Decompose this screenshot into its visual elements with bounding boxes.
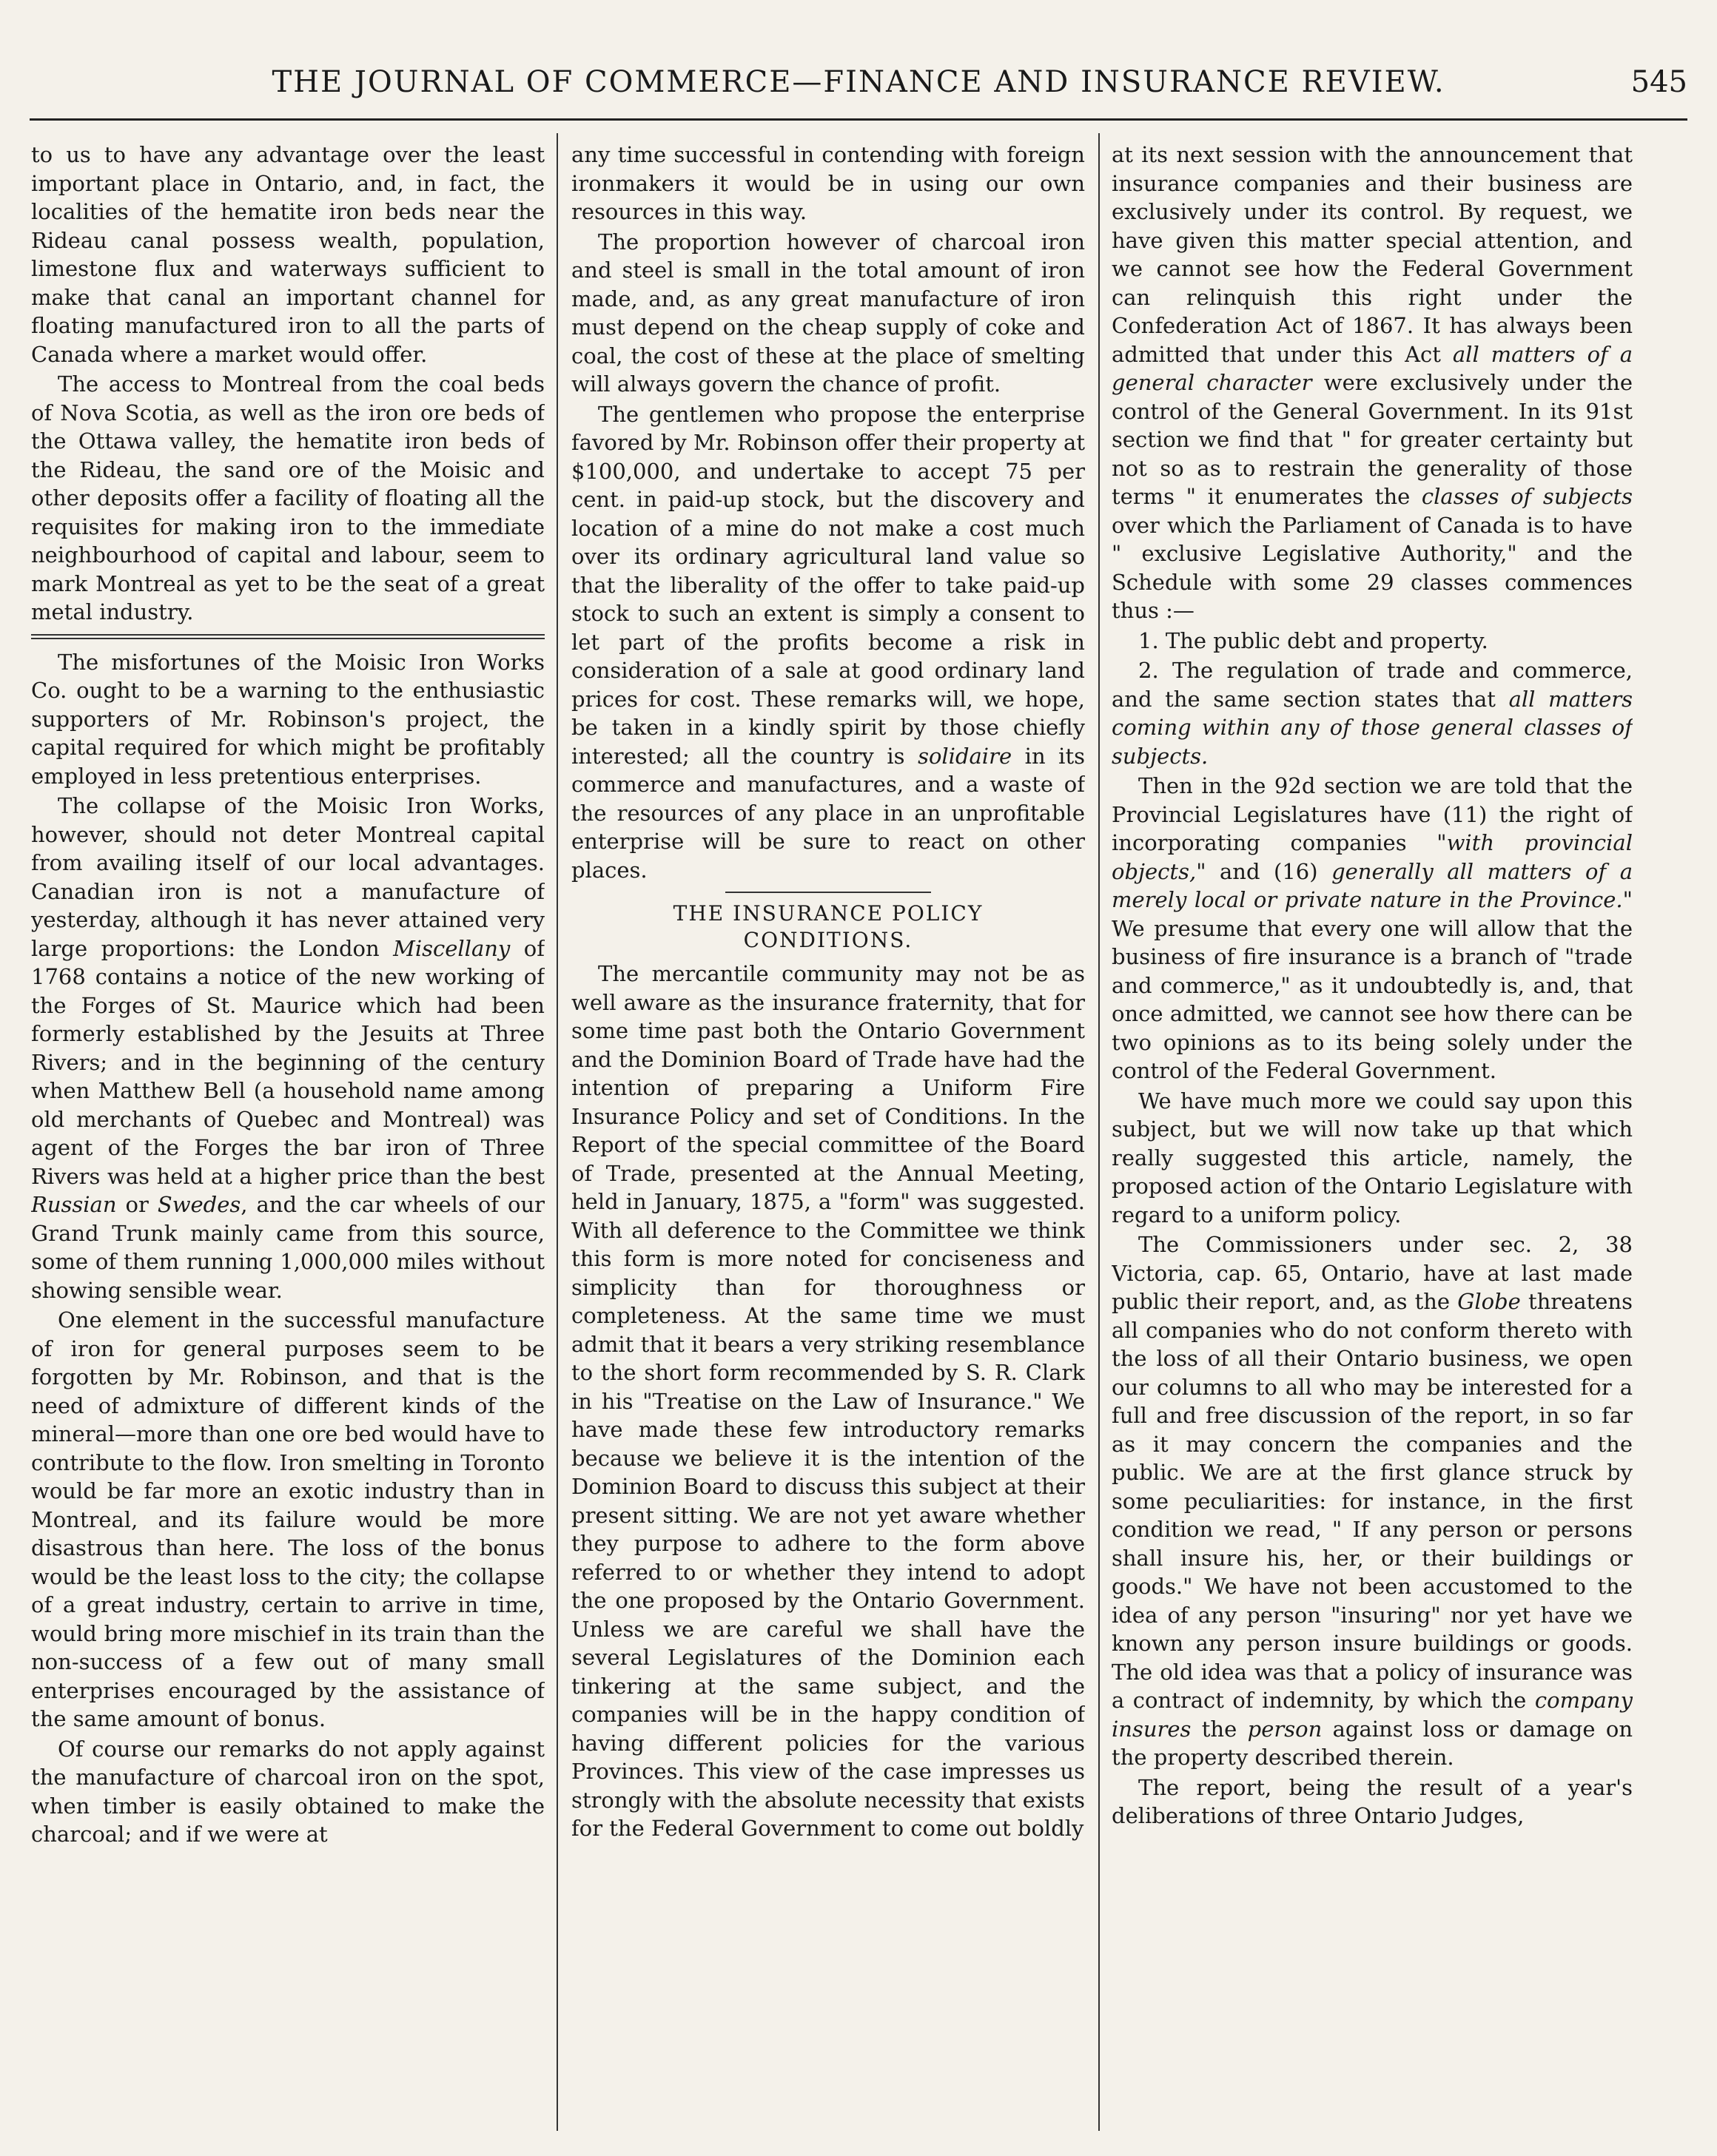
heading-line: THE INSURANCE POLICY (673, 901, 984, 926)
list-item: 2. The regulation of trade and commerce, and the same section states that all matters coming within any of those general classes of subjects. (1112, 658, 1633, 769)
paragraph: Then in the 92d section we are told that the Provincial Legislatures have (11) the right of incorporating companies "with provincial objects," and (16) generally all matters of a merely local or private nature in the Province." We presume that every one will allow that the business of fire insurance is a branch of "trade and commerce," as it undoubtedly is, and, that once admitted, we cannot see how there can be two opinions as to its being solely under the control of the Federal Government. (1112, 773, 1633, 1083)
section-divider (31, 634, 545, 639)
article-heading (571, 900, 1085, 954)
column-3 (1112, 141, 1633, 2131)
paragraph: The access to Montreal from the coal beds of Nova Scotia, as well as the iron ore beds of the Ottawa valley, the hematite iron beds of the Rideau, the sand ore of the Moisic and other deposits offer a facility of floating all the requisites for making iron to the immediate neighbourhood of capital and labour, seem to mark Montreal as yet to be the seat of a great metal industry. (31, 371, 545, 624)
column-divider (557, 133, 558, 2131)
paragraph: The mercantile community may not be as well aware as the insurance fraternity, that for some time past both the Ontario Government and the Dominion Board of Trade have had the intention of preparing a Uniform Fire Insurance Policy and set of Conditions. In the Report of the special committee of the Board of Trade, presented at the Annual Meeting, held in January, 1875, a "form" was suggested. With all deference to the Committee we think this form is more noted for conciseness and simplicity than for thoroughness or completeness. At the same time we must admit that it bears a very striking resemblance to the short form recommended by S. R. Clark in his "Treatise on the Law of Insurance." We have made these few introductory remarks because we believe it is the intention of the Dominion Board to discuss this subject at their present sitting. We are not yet aware whether they purpose to adhere to the form above referred to or whether they intend to adopt the one proposed by the Ontario Government. Unless we are careful we shall have the several Legislatures of the Dominion each tinkering at the same subject, and the companies will be in the happy condition of having different policies for the various Provinces. This view of the case impresses us strongly with the absolute necessity that exists for the Federal Government to come out boldly (571, 961, 1085, 1841)
paragraph: to us to have any advantage over the least important place in Ontario, and, in fact, the localities of the hematite iron beds near the Rideau canal possess wealth, population, limestone flux and waterways sufficient to make that canal an important channel for floating manufactured iron to all the parts of Canada where a market would offer. (31, 142, 545, 367)
paragraph: The Commissioners under sec. 2, 38 Victoria, cap. 65, Ontario, have at last made public their report, and, as the Globe threatens all companies who do not conform thereto with the loss of all their Ontario business, we open our columns to all who may be interested for a full and free discussion of the report, in so far as it may concern the companies and the public. We are at the first glance struck by some peculiarities: for instance, in the first condition we read, " If any person or persons shall insure his, her, or their buildings or goods." We have not been accustomed to the idea of any person "insuring" nor yet have we known any person insure buildings or goods. The old idea was that a policy of insurance was a contract of indemnity, by which the company insures the person against loss or damage on the property described therein. (1112, 1232, 1633, 1770)
paragraph: Of course our remarks do not apply against the manufacture of charcoal iron on the spot, when timber is easily obtained to make the charcoal; and if we were at (31, 1736, 545, 1847)
paragraph: One element in the successful manufacture of iron for general purposes seem to be forgotten by Mr. Robinson, and that is the need of admixture of different kinds of the mineral—more than one ore bed would have to contribute to the flow. Iron smelting in Toronto would be far more an exotic industry than in Montreal, and its failure would be more disastrous than here. The loss of the bonus would be the least loss to the city; the collapse of a great industry, certain to arrive in time, would bring more mischief in its train than the non-success of a few out of many small enterprises encouraged by the assistance of the same amount of bonus. (31, 1307, 545, 1731)
header-rule (30, 118, 1687, 121)
section-divider (725, 892, 931, 893)
list-item: 1. The public debt and property. (1138, 627, 1488, 653)
paragraph: We have much more we could say upon this subject, but we will now take up that which really suggested this article, namely, the proposed action of the Ontario Legislature with regard to a uniform policy. (1112, 1088, 1633, 1227)
paragraph: The collapse of the Moisic Iron Works, however, should not deter Montreal capital from availing itself of our local advantages. Canadian iron is not a manufacture of yesterday, although it has never attained very large proportions: the London Miscellany of 1768 contains a notice of the new working of the Forges of St. Maurice which had been formerly established by the Jesuits at Three Rivers; and in the beginning of the century when Matthew Bell (a household name among old merchants of Quebec and Montreal) was agent of the Forges the bar iron of Three Rivers was held at a higher price than the best Russian or Swedes, and the car wheels of our Grand Trunk mainly came from this source, some of them running 1,000,000 miles without showing sensible wear. (31, 793, 545, 1303)
paragraph: The gentlemen who propose the enterprise favored by Mr. Robinson offer their property at $100,000, and undertake to accept 75 per cent. in paid-up stock, but the discovery and location of a mine do not make a cost much over its ordinary agricultural land value so that the liberality of the offer to take paid-up stock to such an extent is simply a consent to let part of the profits become a risk in consideration of a sale at good ordinary land prices for cost. These remarks will, we hope, be taken in a kindly spirit by those chiefly interested; all the country is solidaire in its commerce and manufactures, and a waste of the resources of any place in an unprofitable enterprise will be sure to react on other places. (571, 401, 1085, 883)
paragraph: at its next session with the announcement that insurance companies and their business are exclusively under its control. By request, we have given this matter special attention, and we cannot see how the Federal Government can relinquish this right under the Confederation Act of 1867. It has always been admitted that under this Act all matters of a general character were exclusively under the control of the General Government. In its 91st section we find that " for greater certainty but not so as to restrain the generality of those terms " it enumerates the classes of subjects over which the Parliament of Canada is to have " exclusive Legislative Authority," and the Schedule with some 29 classes commences thus :— (1112, 142, 1633, 623)
heading-line: CONDITIONS. (743, 928, 913, 952)
paragraph: The proportion however of charcoal iron and steel is small in the total amount of iron made, and, as any great manufacture of iron must depend on the cheap supply of coke and coal, the cost of these at the place of smelting will always govern the chance of profit. (571, 229, 1085, 397)
paragraph: any time successful in contending with foreign ironmakers it would be in using our own resources in this way. (571, 142, 1085, 224)
page-number: 545 (1630, 65, 1687, 99)
column-divider (1098, 133, 1100, 2131)
column-1 (31, 141, 545, 2131)
paragraph: The misfortunes of the Moisic Iron Works Co. ought to be a warning to the enthusiastic supporters of Mr. Robinson's project, the capital required for which might be profitably employed in less pretentious enterprises. (31, 649, 545, 789)
column-2 (571, 141, 1085, 2131)
journal-title: THE JOURNAL OF COMMERCE—FINANCE AND INSURANCE REVIEW. (272, 65, 1445, 99)
paragraph: The report, being the result of a year's deliberations of three Ontario Judges, (1112, 1774, 1633, 1828)
running-head (30, 65, 1687, 110)
